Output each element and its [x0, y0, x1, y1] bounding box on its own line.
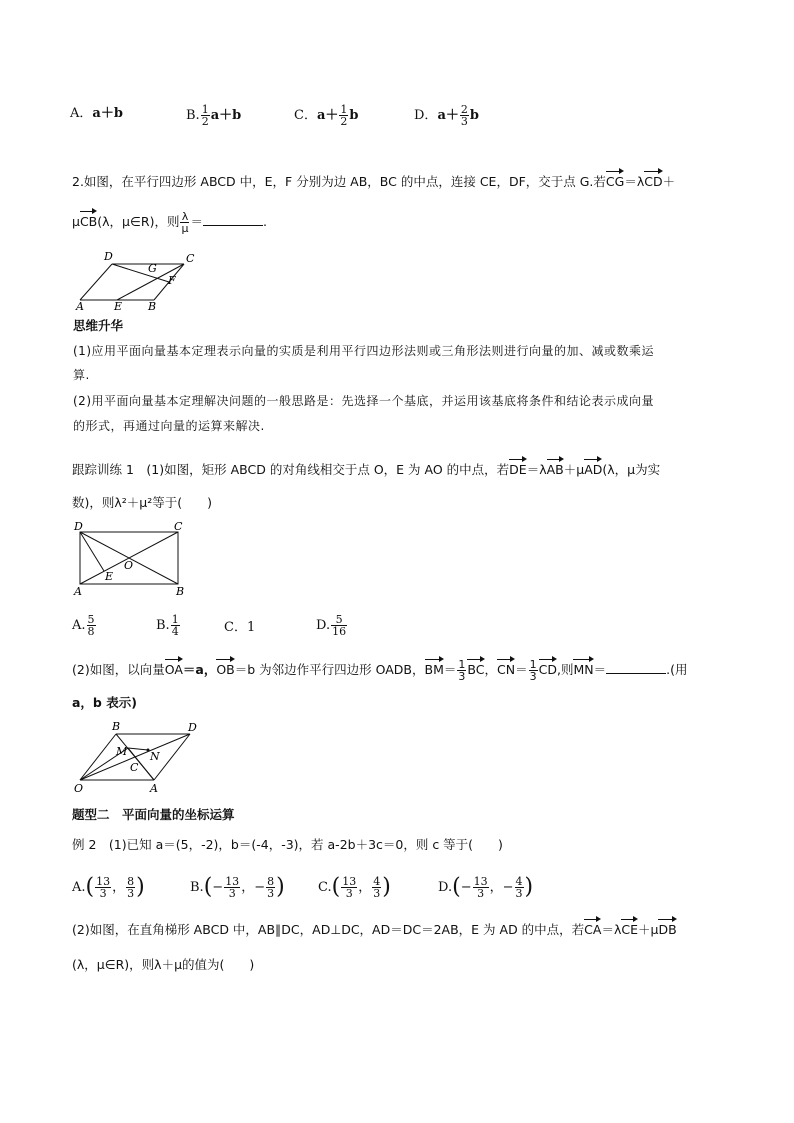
fraction: $\frac{4}{3}$ [373, 875, 381, 900]
label-b: B [148, 300, 157, 312]
option-label: A． [70, 106, 93, 121]
label-e: E [105, 570, 114, 583]
label-c: C [174, 520, 183, 533]
vector-ce: CE [621, 920, 638, 940]
q2-line2 [72, 211, 267, 234]
label-o: O [74, 782, 84, 795]
text: ＋ [662, 174, 676, 189]
option-expr: b [469, 108, 479, 123]
fraction: $\frac{1}{3}$ [458, 658, 466, 683]
text: ＝ [190, 214, 203, 229]
vector-oa: OA [165, 660, 183, 680]
fraction-lambda-mu: $\frac{\lambda}{\mu}$ [181, 210, 189, 235]
option-label: D. [438, 880, 453, 895]
fraction: $\frac{5}{16}$ [332, 613, 347, 638]
answer-blank[interactable] [203, 213, 263, 226]
vector-db: DB [658, 920, 676, 940]
text: ＝λ [601, 922, 622, 937]
q1-option-b [186, 104, 241, 127]
fraction: $\frac{4}{3}$ [515, 875, 523, 900]
option-label: B. [190, 880, 204, 895]
option-label: C. [318, 880, 332, 895]
option-expr: a＋b [92, 106, 123, 121]
thinking-p1b: 算. [73, 368, 90, 382]
vector-bm: BM [425, 660, 444, 680]
option-label: C． [294, 108, 317, 123]
q1-option-a [70, 104, 123, 124]
figure-parallelogram-abcd [74, 250, 200, 312]
option-label: B. [186, 108, 200, 123]
ex2-option-c: C.( $\frac{13}{3}$ ， $\frac{4}{3}$ ) [318, 874, 391, 900]
option-label: A. [72, 880, 86, 895]
fraction: $\frac{13}{3}$ [473, 875, 488, 900]
track1-option-b [156, 614, 181, 637]
text: ＝a， [182, 662, 217, 677]
fraction: $\frac{1}{2}$ [340, 103, 348, 128]
label-a: A [76, 300, 84, 312]
vector-cn: CN [497, 660, 515, 680]
label-n: N [150, 750, 160, 763]
text: (2)如图，在直角梯形 ABCD 中，AB∥DC，AD⊥DC，AD＝DC＝2AB，E 为 AD 的中点，若 [72, 922, 585, 937]
fraction: $\frac{1}{4}$ [171, 613, 179, 638]
label-e: E [114, 300, 123, 312]
text: ＝λ [624, 174, 645, 189]
label-d: D [74, 520, 83, 533]
thinking-p1a: (1)应用平面向量基本定理表示向量的实质是利用平行四边形法则或三角形法则进行向量的加、减或数乘运 [73, 344, 655, 358]
track2-line2: a，b 表示) [72, 695, 137, 710]
fraction: $\frac{1}{3}$ [529, 658, 537, 683]
text: (λ，μ为实 [602, 462, 661, 477]
q1-option-d [414, 104, 479, 127]
track1-line1 [72, 460, 660, 480]
ex2b-line2: (λ，μ∈R)，则λ＋μ的值为( ) [72, 957, 255, 972]
label-m: M [116, 745, 128, 758]
option-label: D. [316, 618, 331, 633]
option-label: B. [156, 618, 170, 633]
vector-ob: OB [216, 660, 234, 680]
fraction: $\frac{13}{3}$ [96, 875, 111, 900]
ex2-option-a: A.( $\frac{13}{3}$ ， $\frac{8}{3}$ ) [72, 874, 145, 900]
text: ＝b 为邻边作平行四边形 OADB， [234, 662, 425, 677]
label-b: B [112, 720, 121, 733]
q1-option-c [294, 104, 358, 127]
text: ＝ [515, 662, 528, 677]
ex2-line1: 例 2 (1)已知 a＝(5，-2)，b＝(-4，-3)，若 a-2b＋3c＝0，则 c 等于( ) [72, 837, 503, 852]
option-expr: a＋ [316, 108, 339, 123]
vector-cd: CD [539, 660, 557, 680]
fraction: $\frac{8}{3}$ [267, 875, 275, 900]
track1-option-a [72, 614, 97, 637]
text: μ [72, 214, 80, 229]
ex2b-line1 [72, 920, 677, 940]
label-f: F [168, 274, 176, 287]
option-label: A. [72, 618, 86, 633]
q2-line1 [72, 172, 675, 192]
fraction: $\frac{13}{3}$ [225, 875, 240, 900]
track2-line1 [72, 659, 687, 682]
ex2-option-b: B.(− $\frac{13}{3}$ ，− $\frac{8}{3}$ ) [190, 874, 285, 900]
fraction: $\frac{13}{3}$ [342, 875, 357, 900]
track1-option-d [316, 614, 348, 637]
text: ＋μ [563, 462, 585, 477]
fraction: $\frac{5}{8}$ [87, 613, 95, 638]
text: ， [484, 662, 498, 677]
label-g: G [148, 262, 157, 275]
text: (λ，μ∈R)，则 [97, 214, 180, 229]
vector-ad: AD [584, 460, 602, 480]
vector-bc: BC [467, 660, 484, 680]
figure-rectangle-abcd [72, 520, 190, 598]
text: .(用 [666, 662, 688, 677]
label-a: A [150, 782, 158, 795]
text: 跟踪训练 1 (1)如图，矩形 ABCD 的对角线相交于点 O，E 为 AO 的中点，若 [72, 462, 510, 477]
text: ＝ [443, 662, 457, 677]
fraction: $\frac{8}{3}$ [127, 875, 135, 900]
vector-de: DE [509, 460, 527, 480]
fraction: $\frac{2}{3}$ [460, 103, 468, 128]
label-d: D [188, 721, 197, 734]
option-expr: b [349, 108, 359, 123]
text: ,则 [556, 662, 574, 677]
text: ＝ [593, 662, 607, 677]
vector-cb: CB [80, 212, 97, 232]
vector-cd: CD [644, 172, 662, 192]
option-expr: a＋b [210, 108, 242, 123]
text: (2)如图，以向量 [72, 662, 165, 677]
section2-title: 题型二 平面向量的坐标运算 [72, 807, 235, 822]
fraction: $\frac{1}{2}$ [201, 103, 209, 128]
track1-option-c: C．1 [224, 620, 256, 635]
vector-ab: AB [547, 460, 564, 480]
option-label: D． [414, 108, 438, 123]
label-c: C [130, 761, 139, 774]
label-o: O [124, 559, 134, 572]
text: ＋μ [638, 922, 659, 937]
thinking-p2b: 的形式，再通过向量的运算来解决. [73, 419, 265, 433]
track1-line2: 数)，则λ²＋μ²等于( ) [72, 495, 213, 510]
label-b: B [176, 585, 185, 598]
answer-blank[interactable] [606, 661, 666, 674]
vector-mn: MN [573, 660, 593, 680]
ex2-option-d: D.(− $\frac{13}{3}$ ，− $\frac{4}{3}$ ) [438, 874, 534, 900]
label-d: D [104, 250, 113, 263]
vector-ca: CA [584, 920, 601, 940]
q2-text: 2.如图，在平行四边形 ABCD 中，E，F 分别为边 AB，BC 的中点，连接 CE，DF，交于点 G.若 [72, 174, 606, 189]
vector-cg: CG [606, 172, 624, 192]
label-c: C [186, 252, 195, 265]
figure-parallelogram-oadb [72, 720, 204, 796]
thinking-p2a: (2)用平面向量基本定理解决问题的一般思路是：先选择一个基底，并运用该基底将条件和结论表示成向量 [73, 394, 655, 408]
label-a: A [74, 585, 82, 598]
option-expr: a＋ [437, 108, 459, 123]
text: . [262, 214, 267, 229]
thinking-title: 思维升华 [73, 318, 124, 333]
text: ＝λ [526, 462, 547, 477]
